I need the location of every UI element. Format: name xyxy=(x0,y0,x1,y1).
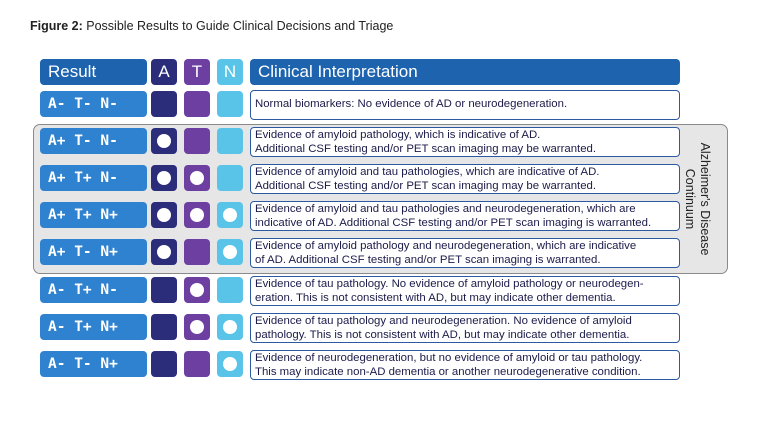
header-n: N xyxy=(217,59,243,85)
interpretation-line2: Additional CSF testing and/or PET scan imaging may be warranted. xyxy=(255,142,597,155)
neurodegeneration-marker xyxy=(217,239,243,265)
positive-dot-icon xyxy=(223,208,237,222)
interpretation-line1: Normal biomarkers: No evidence of AD or neurodegeneration. xyxy=(255,98,568,110)
table-row xyxy=(0,312,767,342)
group-label-line1: Alzheimer's Disease xyxy=(698,142,712,256)
interpretation-line1: Evidence of tau pathology. No evidence of amyloid pathology or neurodegen- xyxy=(255,278,644,290)
positive-dot-icon xyxy=(190,283,204,297)
positive-dot-icon xyxy=(223,320,237,334)
clinical-interpretation-text xyxy=(250,127,680,157)
neurodegeneration-marker xyxy=(217,128,243,154)
neurodegeneration-marker xyxy=(217,351,243,377)
amyloid-marker xyxy=(151,165,177,191)
interpretation-line2: of AD. Additional CSF testing and/or PET scan imaging is warranted. xyxy=(255,253,601,266)
interpretation-line2: indicative of AD. Additional CSF testing and/or PET scan imaging is warranted. xyxy=(255,216,652,229)
positive-dot-icon xyxy=(190,171,204,185)
result-badge: A+ T+ N- xyxy=(40,165,147,191)
amyloid-marker xyxy=(151,202,177,228)
amyloid-marker xyxy=(151,277,177,303)
figure-caption-label: Figure 2: xyxy=(30,19,83,33)
interpretation-line1: Evidence of amyloid pathology and neurodegeneration, which are indicative xyxy=(255,240,637,252)
neurodegeneration-marker xyxy=(217,202,243,228)
result-badge: A- T- N+ xyxy=(40,351,147,377)
tau-marker xyxy=(184,165,210,191)
result-badge: A- T+ N- xyxy=(40,277,147,303)
group-label-line2: Continuum xyxy=(683,168,697,230)
tau-marker xyxy=(184,128,210,154)
table-row xyxy=(0,200,767,230)
table-row xyxy=(0,126,767,156)
tau-marker xyxy=(184,351,210,377)
figure-caption xyxy=(30,19,393,33)
positive-dot-icon xyxy=(223,245,237,259)
result-badge: A+ T- N- xyxy=(40,128,147,154)
tau-marker xyxy=(184,239,210,265)
header-a: A xyxy=(151,59,177,85)
neurodegeneration-marker xyxy=(217,277,243,303)
clinical-interpretation-text xyxy=(250,238,680,268)
positive-dot-icon xyxy=(190,320,204,334)
table-row xyxy=(0,275,767,305)
amyloid-marker xyxy=(151,239,177,265)
amyloid-marker xyxy=(151,128,177,154)
positive-dot-icon xyxy=(157,134,171,148)
positive-dot-icon xyxy=(190,208,204,222)
amyloid-marker xyxy=(151,314,177,340)
positive-dot-icon xyxy=(157,245,171,259)
header-t: T xyxy=(184,59,210,85)
table-row xyxy=(0,89,767,119)
interpretation-line1: Evidence of amyloid pathology, which is indicative of AD. xyxy=(255,129,541,141)
result-badge: A- T+ N+ xyxy=(40,314,147,340)
interpretation-line2: This may indicate non-AD dementia or another neurodegenerative condition. xyxy=(255,365,641,378)
result-badge: A+ T- N+ xyxy=(40,239,147,265)
clinical-interpretation-text xyxy=(250,276,680,306)
interpretation-line2: Additional CSF testing and/or PET scan imaging may be warranted. xyxy=(255,179,597,192)
figure-caption-text: Possible Results to Guide Clinical Decisions and Triage xyxy=(82,19,394,33)
interpretation-line1: Evidence of neurodegeneration, but no evidence of amyloid or tau pathology. xyxy=(255,352,643,364)
interpretation-line1: Evidence of amyloid and tau pathologies, which are indicative of AD. xyxy=(255,166,600,178)
amyloid-marker xyxy=(151,91,177,117)
header-result: Result xyxy=(40,59,147,85)
neurodegeneration-marker xyxy=(217,314,243,340)
table-row xyxy=(0,237,767,267)
interpretation-line2: pathology. This is not consistent with AD, but may indicate other dementia. xyxy=(255,328,630,341)
result-badge: A- T- N- xyxy=(40,91,147,117)
positive-dot-icon xyxy=(157,171,171,185)
positive-dot-icon xyxy=(157,208,171,222)
positive-dot-icon xyxy=(223,357,237,371)
result-badge: A+ T+ N+ xyxy=(40,202,147,228)
clinical-interpretation-text xyxy=(250,313,680,343)
clinical-interpretation-text xyxy=(250,90,680,120)
neurodegeneration-marker xyxy=(217,91,243,117)
table-row xyxy=(0,163,767,193)
clinical-interpretation-text xyxy=(250,350,680,380)
header-clinical-interpretation: Clinical Interpretation xyxy=(250,59,680,85)
clinical-interpretation-text xyxy=(250,164,680,194)
tau-marker xyxy=(184,91,210,117)
table-row xyxy=(0,349,767,379)
amyloid-marker xyxy=(151,351,177,377)
interpretation-line1: Evidence of tau pathology and neurodegeneration. No evidence of amyloid xyxy=(255,315,632,327)
neurodegeneration-marker xyxy=(217,165,243,191)
clinical-interpretation-text xyxy=(250,201,680,231)
interpretation-line2: eration. This is not consistent with AD, but may indicate other dementia. xyxy=(255,291,616,304)
tau-marker xyxy=(184,202,210,228)
tau-marker xyxy=(184,277,210,303)
interpretation-line1: Evidence of amyloid and tau pathologies and neurodegeneration, which are xyxy=(255,203,636,215)
tau-marker xyxy=(184,314,210,340)
